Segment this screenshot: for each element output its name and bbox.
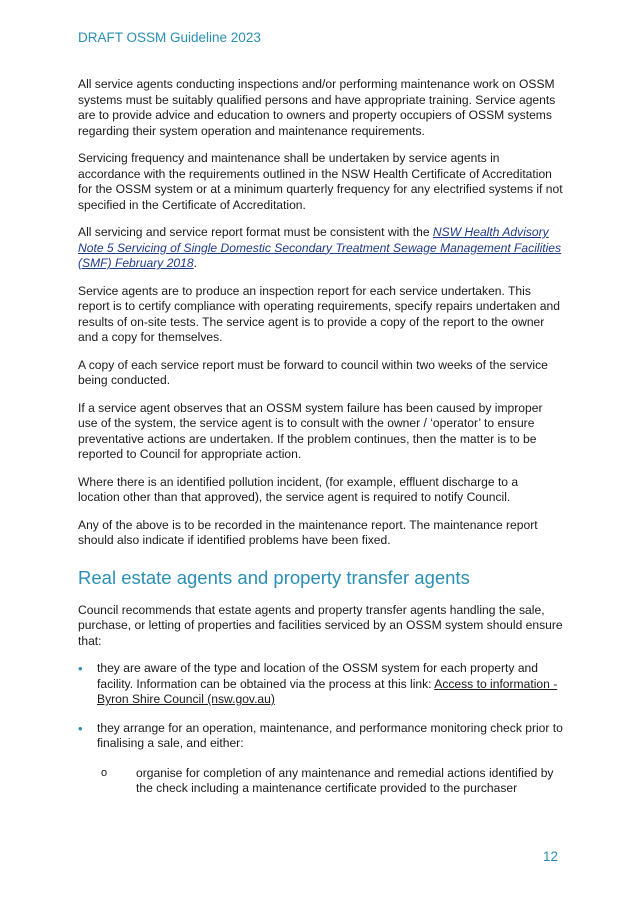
section-intro: Council recommends that estate agents and property transfer agents handling the sale, purchase, or letting of properties and facilities serviced by an OSSM system should ensure that: xyxy=(78,602,563,648)
sub-list-item xyxy=(97,766,563,797)
paragraph-maintenance-report: Any of the above is to be recorded in the maintenance report. The maintenance report should also indicate if identified problems have been fixed. xyxy=(78,517,538,547)
page-number: 12 xyxy=(543,849,559,864)
list-item xyxy=(78,721,563,797)
section-heading: Real estate agents and property transfer agents xyxy=(78,566,470,588)
paragraph-servicing-frequency: Servicing frequency and maintenance shall be undertaken by service agents in accordance with the requirements outlined in the NSW Health Certificate of Accreditation for the OSSM system or at a minimum quarterly frequency for any electrified systems if not specified in the Certificate of Accreditation. xyxy=(78,151,563,212)
bullet-list xyxy=(78,661,563,797)
paragraph-inspection-report: Service agents are to produce an inspection report for each service undertaken. This report is to certify compliance with operating requirements, specify repairs undertaken and results of on-site tests. The service agent is to provide a copy of the report to the owner and a copy for themselves. xyxy=(78,283,560,344)
bullet-icon: • xyxy=(78,661,83,676)
paragraph-text: . xyxy=(193,256,197,270)
access-to-information-link[interactable]: Access to information - Byron Shire Council (nsw.gov.au) xyxy=(97,676,558,706)
paragraph-text: All servicing and service report format must be consistent with the xyxy=(78,225,433,239)
sub-list-item-text: organise for completion of any maintenance and remedial actions identified by the check including a maintenance certificate provided to the purchaser xyxy=(136,765,554,795)
paragraph-report-format xyxy=(78,225,563,272)
sub-list xyxy=(97,766,563,797)
document-body xyxy=(78,77,563,810)
paragraph-forward-to-council: A copy of each service report must be forward to council within two weeks of the service being conducted. xyxy=(78,357,548,387)
paragraph-system-failure: If a service agent observes that an OSSM system failure has been caused by improper use of the system, the service agent is to consult with the owner / ‘operator’ to ensure preventative actions are undertaken. If the problem continues, then the matter is to be reported to Council for appropriate action. xyxy=(78,400,543,461)
bullet-icon: • xyxy=(78,720,83,736)
list-item-text: they arrange for an operation, maintenance, and performance monitoring check prior to finalising a sale, and either: xyxy=(97,720,563,750)
nsw-health-advisory-link[interactable]: NSW Health Advisory Note 5 Servicing of Single Domestic Secondary Treatment Sewage Management Facilities (SMF) February 2018 xyxy=(78,225,562,270)
running-header: DRAFT OSSM Guideline 2023 xyxy=(78,30,261,45)
paragraph-pollution-incident: Where there is an identified pollution incident, (for example, effluent discharge to a location other than that approved), the service agent is required to notify Council. xyxy=(78,474,519,504)
list-item-text: they are aware of the type and location of the OSSM system for each property and facility. Information can be obtained via the process at this link: xyxy=(97,661,538,691)
list-item xyxy=(78,661,563,708)
sub-bullet-icon: o xyxy=(101,766,108,779)
paragraph-service-agent-qualifications: All service agents conducting inspections and/or performing maintenance work on OSSM systems must be suitably qualified persons and have appropriate training. Service agents are to provide advice and education to owners and property occupiers of OSSM systems regarding their system operation and maintenance requirements. xyxy=(78,77,556,138)
